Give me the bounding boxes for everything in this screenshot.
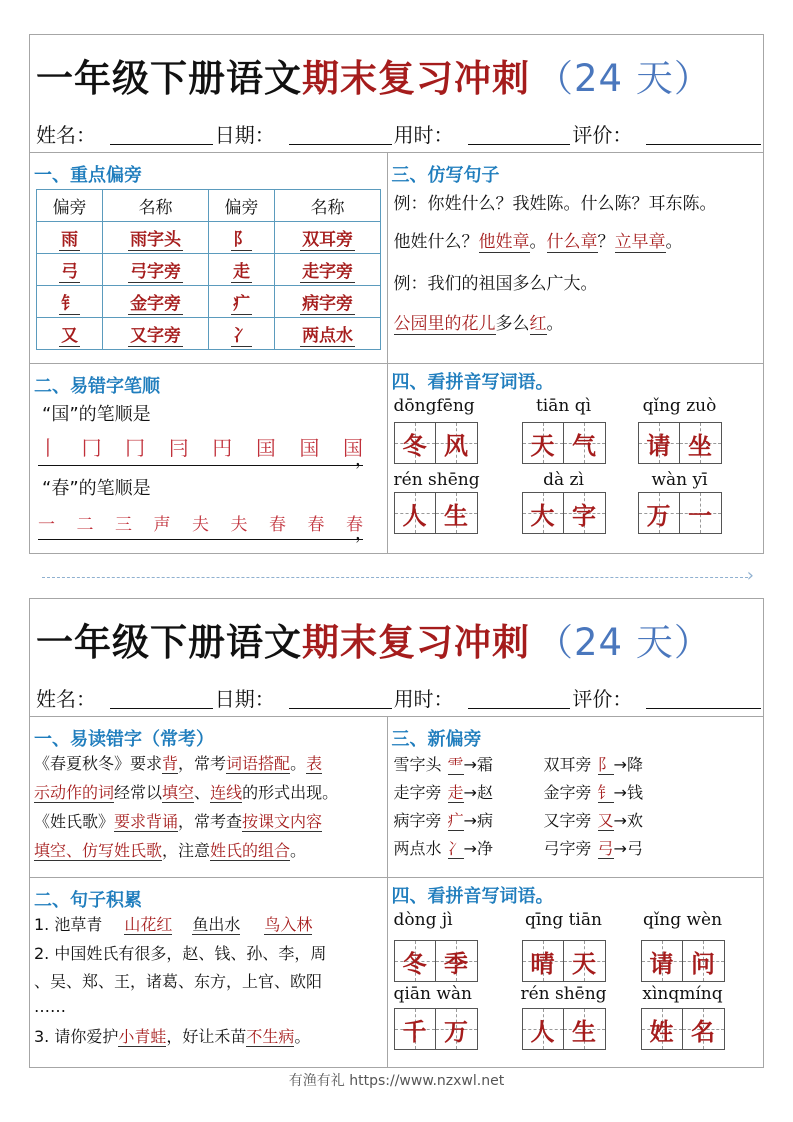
radical-item: 病字旁 疒→病 — [393, 811, 493, 830]
table-cell: 金字旁 — [103, 286, 209, 318]
table-cell: 走字旁 — [275, 254, 381, 286]
radical-item: 雪字头 ⻗→霜 — [393, 755, 493, 774]
table-row — [37, 286, 381, 318]
sentence-line: 1. 池草青 山花红 鱼出水 鸟入林 — [34, 915, 313, 934]
table-cell: 雨 — [37, 222, 103, 254]
pinyin-item: rén shēng 人 生 — [394, 468, 514, 534]
radical-item: 弓字旁 弓→弓 — [543, 839, 643, 858]
section-title: 二、易错字笔顺 — [34, 376, 160, 397]
time-label: 用时： — [393, 123, 454, 147]
date-blank[interactable] — [289, 687, 392, 709]
section-sentence-accumulation — [30, 877, 387, 1067]
time-label: 用时： — [393, 687, 454, 711]
time-blank[interactable] — [468, 687, 571, 709]
ellipsis-line: …… — [34, 997, 66, 1016]
pinyin-item: qīng tiān 晴 天 — [514, 908, 614, 982]
worksheet-title — [30, 35, 763, 115]
section-title: 一、重点偏旁 — [34, 165, 142, 186]
title-days: （24 天） — [536, 621, 712, 664]
radical-item: 双耳旁 阝→降 — [543, 755, 643, 774]
title-grade: 一年级下册语文 — [36, 57, 302, 100]
section-imitate-sentences — [388, 153, 763, 363]
header-cell: 偏旁 — [208, 190, 274, 222]
title-review: 期末复习冲刺 — [302, 621, 530, 664]
name-label: 姓名： — [36, 687, 96, 711]
table-cell: 疒 — [208, 286, 274, 318]
pinyin-grid — [388, 394, 763, 534]
table-cell: 双耳旁 — [275, 222, 381, 254]
section-title: 二、句子积累 — [34, 890, 142, 911]
pinyin-item: xìnqmínq 姓 名 — [638, 982, 728, 1050]
section-pinyin-words — [388, 363, 763, 553]
section-key-radicals — [30, 153, 387, 363]
section-title: 一、易读错字（常考） — [34, 729, 214, 750]
radical-item: 走字旁 走→赵 — [393, 783, 493, 802]
pinyin-item: dà zì 大 字 — [514, 468, 614, 534]
table-cell: 又字旁 — [103, 318, 209, 350]
table-header-row — [37, 190, 381, 222]
section-stroke-order — [30, 363, 387, 553]
sentence-line: 3. 请你爱护小青蛙，好让禾苗不生病。 — [34, 1027, 311, 1046]
section-title: 三、仿写句子 — [391, 165, 500, 186]
example-line-1: 例：你姓什么？我姓陈。什么陈？耳东陈。 — [393, 194, 717, 214]
info-row — [30, 115, 763, 153]
time-blank[interactable] — [468, 123, 571, 145]
pinyin-grid — [388, 908, 763, 1050]
answer-line-2: 公园里的花儿多么红。 — [393, 314, 564, 334]
stroke-answer-chun: 一 二 三 声 夫 夫 春 春 春 ， — [38, 504, 363, 540]
radical-table — [36, 189, 381, 350]
pinyin-item: tiān qì 天 气 — [514, 394, 614, 464]
section-misread-chars — [30, 717, 387, 877]
pinyin-item: wàn yī 万 一 — [638, 468, 722, 534]
grade-label: 评价： — [572, 123, 633, 147]
table-cell: 冫 — [208, 318, 274, 350]
footer-watermark: 有渔有礼 https://www.nzxwl.net — [288, 1073, 505, 1089]
title-grade: 一年级下册语文 — [36, 621, 302, 664]
table-row — [37, 318, 381, 350]
radical-item: 金字旁 钅→钱 — [543, 783, 643, 802]
sentence-line: 、吴、郑、王，诸葛、东方，上官、欧阳 — [34, 972, 323, 991]
pinyin-item: qǐng zuò 请 坐 — [638, 394, 722, 464]
paragraph-line: 填空、仿写姓氏歌，注意姓氏的组合。 — [34, 841, 307, 860]
paragraph-line: 《姓氏歌》要求背诵，常考查按课文内容 — [34, 812, 323, 831]
grade-blank[interactable] — [646, 123, 761, 145]
name-blank[interactable] — [110, 687, 213, 709]
date-blank[interactable] — [289, 123, 392, 145]
table-cell: 钅 — [37, 286, 103, 318]
grade-blank[interactable] — [646, 687, 761, 709]
answer-line-1: 他姓什么？他姓章。什么章？立早章。 — [393, 232, 683, 252]
worksheet-title — [30, 599, 763, 679]
table-cell: 弓 — [37, 254, 103, 286]
table-cell: 两点水 — [275, 318, 381, 350]
header-cell: 名称 — [275, 190, 381, 222]
header-cell: 名称 — [103, 190, 209, 222]
grade-label: 评价： — [572, 687, 633, 711]
paragraph-line: 《春夏秋冬》要求背，常考词语搭配。表 — [34, 754, 323, 773]
stroke-answer-guo: 丨 冂 冂 冃 円 囯 国 国 ， — [38, 430, 363, 466]
sentence-line: 2. 中国姓氏有很多，赵、钱、孙、李，周 — [34, 944, 327, 963]
section-new-radicals — [388, 717, 763, 877]
title-review: 期末复习冲刺 — [302, 57, 530, 100]
header-cell: 偏旁 — [37, 190, 103, 222]
worksheet-1 — [29, 34, 764, 554]
date-label: 日期： — [214, 123, 275, 147]
pinyin-item: rén shēng 人 生 — [514, 982, 614, 1050]
radical-item: 又字旁 又→欢 — [543, 811, 643, 830]
name-label: 姓名： — [36, 123, 96, 147]
stroke-question-chun: “春”的笔顺是 — [42, 478, 151, 499]
table-cell: 又 — [37, 318, 103, 350]
title-days: （24 天） — [536, 57, 712, 100]
section-pinyin-words — [388, 877, 763, 1067]
table-cell: 阝 — [208, 222, 274, 254]
table-cell: 病字旁 — [275, 286, 381, 318]
table-cell: 雨字头 — [103, 222, 209, 254]
date-label: 日期： — [214, 687, 275, 711]
table-row — [37, 222, 381, 254]
info-row — [30, 679, 763, 717]
pinyin-item: dòng jì 冬 季 — [394, 908, 514, 982]
section-title: 四、看拼音写词语。 — [391, 886, 554, 907]
section-title: 三、新偏旁 — [391, 729, 482, 750]
pinyin-item: qiān wàn 千 万 — [394, 982, 514, 1050]
radical-item: 两点水 冫→净 — [393, 839, 493, 858]
table-cell: 弓字旁 — [103, 254, 209, 286]
table-cell: 走 — [208, 254, 274, 286]
section-title: 四、看拼音写词语。 — [391, 372, 554, 393]
name-blank[interactable] — [110, 123, 213, 145]
stroke-question-guo: “国”的笔顺是 — [42, 404, 151, 425]
new-radical-list — [388, 753, 763, 861]
pinyin-item: qǐng wèn 请 问 — [638, 908, 728, 982]
pinyin-item: dōngfēng 冬 风 — [394, 394, 514, 464]
worksheet-2 — [29, 598, 764, 1068]
example-line-2: 例：我们的祖国多么广大。 — [393, 274, 598, 294]
paragraph-line: 示动作的词经常以填空、连线的形式出现。 — [34, 783, 339, 802]
dashed-arrow-divider — [42, 577, 748, 578]
table-row — [37, 254, 381, 286]
